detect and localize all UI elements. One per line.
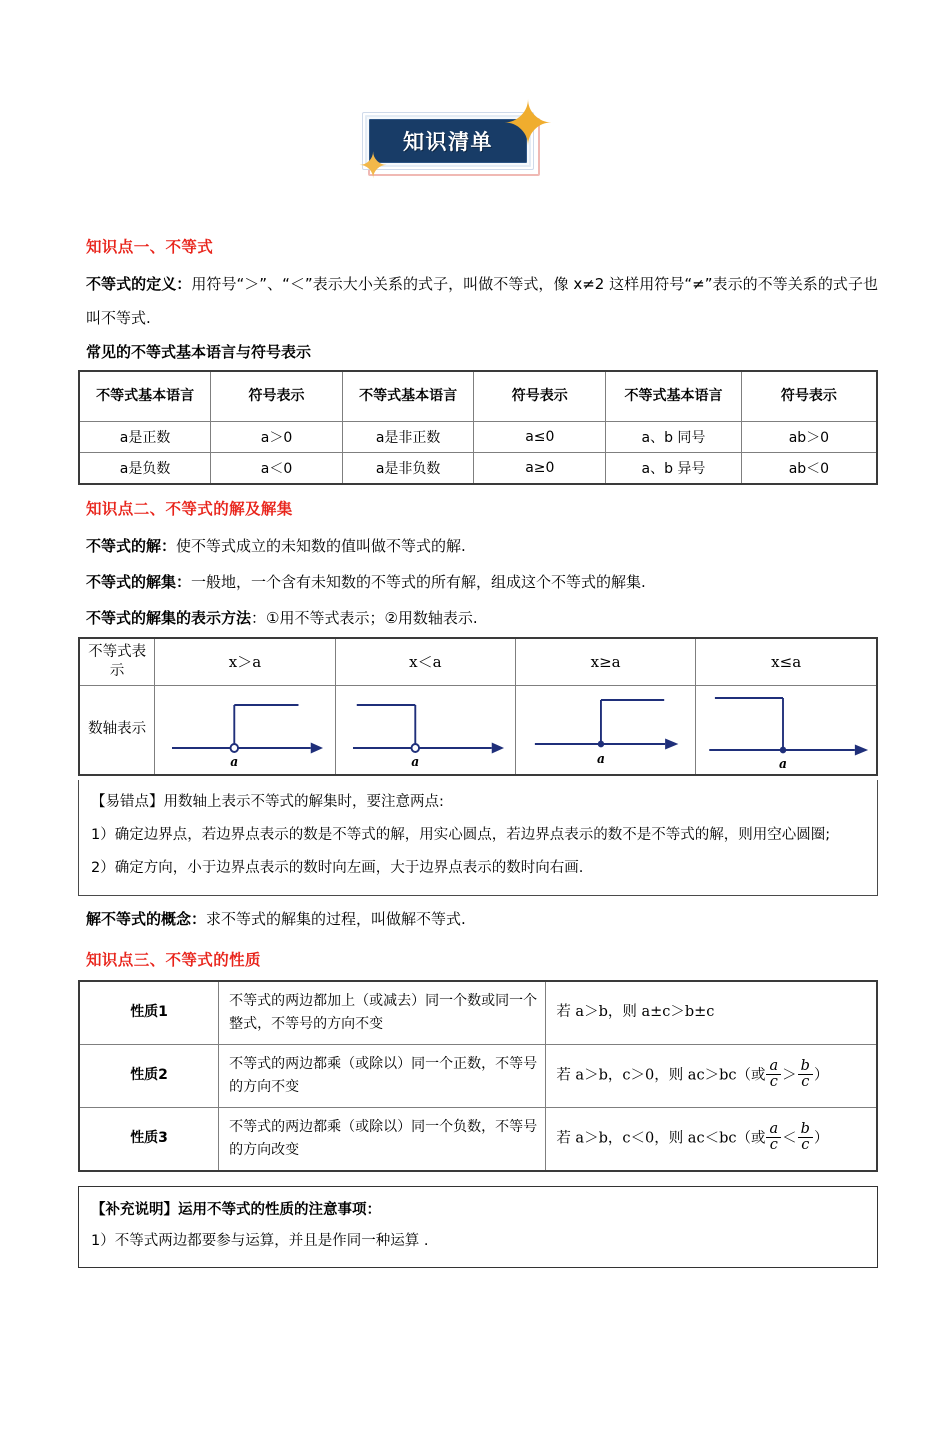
svg-text:a: a — [410, 753, 419, 769]
table-row-property-1 — [79, 981, 877, 1045]
cell: ab＜0 — [741, 452, 877, 484]
cell: a是非正数 — [342, 421, 474, 452]
cell: a是负数 — [79, 452, 211, 484]
fraction-right — [798, 1122, 813, 1153]
supplement-item-1: 1）不等式两边都要参与运算，并且是作同一种运算 . — [91, 1232, 429, 1249]
table-row-expressions — [79, 638, 877, 686]
document-content — [0, 235, 950, 1268]
property-name: 性质1 — [79, 981, 219, 1045]
fraction-left — [766, 1122, 781, 1153]
formula-text: 若 a＞b，则 a±c＞b±c — [556, 1004, 715, 1020]
table-row-property-3 — [79, 1107, 877, 1171]
row-label-inequality: 不等式表示 — [79, 638, 155, 686]
supplement-title: 【补充说明】运用不等式的性质的注意事项： — [91, 1201, 381, 1218]
cell: a是非负数 — [342, 452, 474, 484]
inequality-language-table — [78, 370, 878, 485]
error-prone-notes-box — [78, 780, 878, 896]
formula-prefix: 若 a＞b，c＞0，则 ac＞bc（或 — [556, 1067, 766, 1084]
fraction-right — [798, 1059, 813, 1090]
numberline-cell-ge — [515, 685, 695, 775]
cell: a≤0 — [474, 421, 606, 452]
document-page — [0, 90, 950, 1452]
col-header: 符号表示 — [741, 371, 877, 421]
section-heading-kp1: 知识点一、不等式 — [86, 238, 214, 256]
subheading-common-language: 常见的不等式基本语言与符号表示 — [86, 343, 312, 361]
col-header: 不等式基本语言 — [342, 371, 474, 421]
formula-operator: ＜ — [782, 1130, 797, 1147]
banner-inner-plate — [369, 119, 527, 163]
page-title: 知识清单 — [403, 130, 493, 154]
table-row — [79, 452, 877, 484]
col-header: 符号表示 — [211, 371, 343, 421]
notes-item-1: 1）确定边界点，若边界点表示的数是不等式的解，用实心圆点，若边界点表示的数不是不等式的解，则用空心圆圈; — [91, 826, 831, 843]
numberline-cell-lt — [335, 685, 515, 775]
solution-text: 使不等式成立的未知数的值叫做不等式的解. — [176, 536, 466, 555]
numberline-diagram-le — [696, 686, 876, 774]
definition-paragraph — [86, 267, 878, 335]
formula-suffix: ） — [813, 1067, 829, 1084]
fraction-denominator: c — [798, 1137, 813, 1153]
numberline-diagram-gt — [155, 686, 334, 774]
formula-suffix: ） — [813, 1130, 829, 1147]
concept-label: 解不等式的概念： — [86, 909, 207, 928]
cell: a、b 同号 — [606, 421, 742, 452]
cell: a、b 异号 — [606, 452, 742, 484]
table-row — [79, 421, 877, 452]
solutionset-label: 不等式的解集： — [86, 572, 192, 591]
cell: ab＞0 — [741, 421, 877, 452]
property-formula — [546, 1107, 877, 1171]
formula-prefix: 若 a＞b，c＜0，则 ac＜bc（或 — [556, 1130, 766, 1147]
fraction-left — [766, 1059, 781, 1090]
property-formula — [546, 981, 877, 1045]
notes-intro-line — [91, 786, 865, 819]
svg-text:a: a — [230, 753, 239, 769]
table-row-numberlines — [79, 685, 877, 775]
expression-cell: x≤a — [696, 638, 877, 686]
numberline-diagram-ge — [516, 686, 695, 774]
definition-text: 用符号“＞”、“＜”表示大小关系的式子，叫做不等式，像 x≠2 这样用符号“≠”表示的不等关系的式子也叫不等式. — [86, 275, 878, 327]
notes-intro: 用数轴上表示不等式的解集时，要注意两点: — [163, 793, 444, 810]
definition-label: 不等式的定义： — [86, 275, 192, 293]
table-header-row — [79, 371, 877, 421]
fraction-numerator: b — [800, 1120, 810, 1137]
svg-text:a: a — [596, 750, 605, 766]
fraction-denominator: c — [766, 1137, 781, 1153]
concept-paragraph — [86, 902, 878, 936]
property-name: 性质2 — [79, 1044, 219, 1107]
col-header: 不等式基本语言 — [606, 371, 742, 421]
property-description: 不等式的两边都加上（或减去）同一个数或同一个整式，不等号的方向不变 — [219, 981, 546, 1045]
property-description: 不等式的两边都乘（或除以）同一个负数，不等号的方向改变 — [219, 1107, 546, 1171]
expression-cell: x≥a — [515, 638, 695, 686]
solutionset-paragraph — [86, 565, 878, 599]
numberline-cell-le — [696, 685, 877, 775]
notes-title: 【易错点】 — [91, 793, 164, 810]
method-label: 不等式的解集的表示方法 — [86, 608, 252, 627]
col-header: 不等式基本语言 — [79, 371, 211, 421]
concept-text: 求不等式的解集的过程，叫做解不等式. — [206, 909, 466, 928]
fraction-numerator: a — [769, 1057, 779, 1074]
property-description: 不等式的两边都乘（或除以）同一个正数，不等号的方向不变 — [219, 1044, 546, 1107]
solution-paragraph — [86, 529, 878, 563]
expression-cell: x＞a — [155, 638, 335, 686]
method-text: ：①用不等式表示；②用数轴表示. — [251, 608, 478, 627]
fraction-denominator: c — [798, 1074, 813, 1090]
solution-label: 不等式的解： — [86, 536, 177, 555]
supplement-box — [78, 1186, 878, 1268]
fraction-numerator: b — [800, 1057, 810, 1074]
table-row-property-2 — [79, 1044, 877, 1107]
fraction-numerator: a — [769, 1120, 779, 1137]
title-banner — [0, 90, 950, 223]
formula-operator: ＞ — [782, 1067, 797, 1084]
section-heading-kp3: 知识点三、不等式的性质 — [86, 950, 261, 969]
cell: a＞0 — [211, 421, 343, 452]
properties-table — [78, 980, 878, 1172]
method-paragraph — [86, 601, 878, 635]
numberline-diagram-lt — [336, 686, 515, 774]
property-formula — [546, 1044, 877, 1107]
cell: a＜0 — [211, 452, 343, 484]
number-line-table — [78, 637, 878, 776]
svg-text:a: a — [779, 755, 788, 771]
solutionset-text: 一般地，一个含有未知数的不等式的所有解，组成这个不等式的解集. — [191, 572, 646, 591]
cell: a是正数 — [79, 421, 211, 452]
cell: a≥0 — [474, 452, 606, 484]
notes-item-2: 2）确定方向，小于边界点表示的数时向左画，大于边界点表示的数时向右画. — [91, 859, 584, 876]
numberline-cell-gt — [155, 685, 335, 775]
row-label-numberline: 数轴表示 — [79, 685, 155, 775]
col-header: 符号表示 — [474, 371, 606, 421]
section-heading-kp2: 知识点二、不等式的解及解集 — [86, 499, 293, 518]
banner-stage — [358, 90, 590, 194]
star-icon-small: ✦ — [358, 145, 389, 186]
fraction-denominator: c — [766, 1074, 781, 1090]
property-name: 性质3 — [79, 1107, 219, 1171]
star-icon-large: ✦ — [502, 90, 554, 159]
expression-cell: x＜a — [335, 638, 515, 686]
